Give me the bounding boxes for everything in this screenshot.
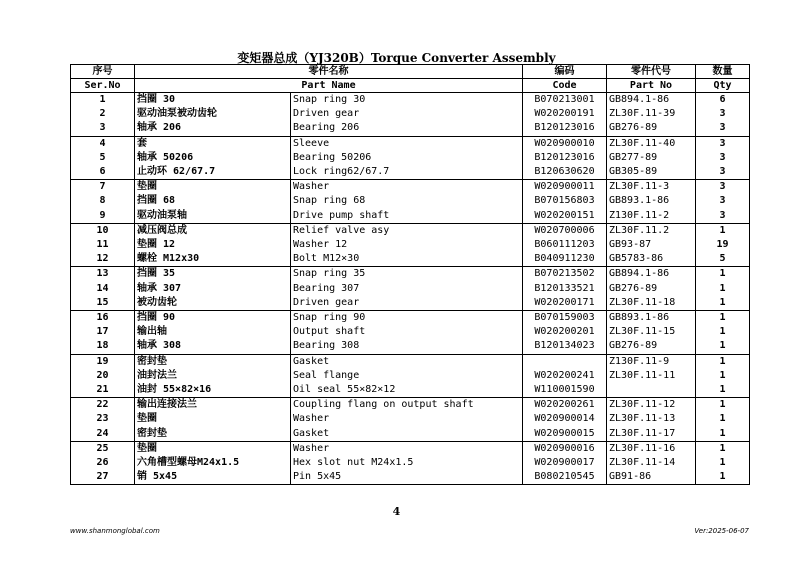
cell-qty: 3 (696, 165, 750, 180)
cell-pno: GB894.1-86 (607, 267, 696, 282)
cell-en: Coupling flang on output shaft (291, 398, 523, 413)
cell-qty: 1 (696, 369, 750, 383)
cell-pno: GB276-89 (607, 339, 696, 354)
cell-qty: 1 (696, 296, 750, 311)
cell-cn: 轴承 307 (135, 282, 291, 296)
cell-cn: 垫圈 (135, 441, 291, 456)
table-row (71, 470, 750, 485)
table-row (71, 93, 750, 108)
cell-qty: 1 (696, 398, 750, 413)
cell-en: Washer (291, 412, 523, 426)
cell-code: B120123016 (523, 121, 607, 136)
cell-code: B120134023 (523, 339, 607, 354)
cell-pno: ZL30F.11-17 (607, 427, 696, 442)
cell-qty: 1 (696, 223, 750, 238)
table-row (71, 121, 750, 136)
cell-qty: 1 (696, 383, 750, 398)
table-row (71, 107, 750, 121)
cell-code: W020200241 (523, 369, 607, 383)
cell-ser: 24 (71, 427, 135, 442)
cell-cn: 输出连接法兰 (135, 398, 291, 413)
cell-qty: 1 (696, 267, 750, 282)
cell-code (523, 354, 607, 369)
table-row (71, 325, 750, 339)
table-row (71, 267, 750, 282)
cell-code: W020200171 (523, 296, 607, 311)
footer-website: www.shanmonglobal.com (70, 527, 160, 535)
cell-ser: 1 (71, 93, 135, 108)
cell-ser: 9 (71, 209, 135, 224)
cell-cn: 密封垫 (135, 354, 291, 369)
cell-ser: 13 (71, 267, 135, 282)
table-row (71, 252, 750, 267)
cell-qty: 1 (696, 325, 750, 339)
cell-cn: 轴承 50206 (135, 151, 291, 165)
parts-table-body (71, 93, 750, 485)
cell-code: B070213502 (523, 267, 607, 282)
cell-code: W020900011 (523, 180, 607, 195)
cell-code: W020900015 (523, 427, 607, 442)
cell-qty: 6 (696, 93, 750, 108)
table-row (71, 136, 750, 151)
cell-en: Seal flange (291, 369, 523, 383)
cell-ser: 26 (71, 456, 135, 470)
cell-en: Snap ring 30 (291, 93, 523, 108)
cell-ser: 6 (71, 165, 135, 180)
cell-en: Output shaft (291, 325, 523, 339)
cell-en: Washer (291, 180, 523, 195)
cell-en: Pin 5x45 (291, 470, 523, 485)
header-qty-cn: 数量 (696, 65, 750, 79)
cell-qty: 3 (696, 107, 750, 121)
cell-cn: 油封法兰 (135, 369, 291, 383)
cell-pno: GB277-89 (607, 151, 696, 165)
header-code-cn: 编码 (523, 65, 607, 79)
cell-pno (607, 383, 696, 398)
cell-en: Sleeve (291, 136, 523, 151)
cell-cn: 挡圈 35 (135, 267, 291, 282)
footer-version: Ver:2025-06-07 (694, 527, 749, 535)
cell-ser: 4 (71, 136, 135, 151)
cell-code: W020900010 (523, 136, 607, 151)
cell-cn: 被动齿轮 (135, 296, 291, 311)
cell-ser: 3 (71, 121, 135, 136)
cell-en: Bearing 50206 (291, 151, 523, 165)
cell-code: W110001590 (523, 383, 607, 398)
cell-ser: 15 (71, 296, 135, 311)
table-row (71, 311, 750, 326)
page-number: 4 (392, 505, 401, 518)
cell-qty: 1 (696, 470, 750, 485)
table-row (71, 165, 750, 180)
header-row-en (71, 79, 750, 93)
cell-en: Bearing 206 (291, 121, 523, 136)
cell-cn: 垫圈 12 (135, 238, 291, 252)
cell-pno: ZL30F.11-13 (607, 412, 696, 426)
cell-qty: 1 (696, 282, 750, 296)
cell-code: B070213001 (523, 93, 607, 108)
cell-cn: 驱动油泵被动齿轮 (135, 107, 291, 121)
cell-cn: 轴承 308 (135, 339, 291, 354)
header-ser-en: Ser.No (71, 79, 135, 93)
cell-en: Bolt M12×30 (291, 252, 523, 267)
table-row (71, 194, 750, 208)
cell-ser: 19 (71, 354, 135, 369)
cell-cn: 挡圈 30 (135, 93, 291, 108)
cell-cn: 驱动油泵轴 (135, 209, 291, 224)
table-row (71, 282, 750, 296)
cell-cn: 六角槽型螺母M24x1.5 (135, 456, 291, 470)
table-row (71, 151, 750, 165)
table-row (71, 398, 750, 413)
table-row (71, 238, 750, 252)
cell-en: Driven gear (291, 296, 523, 311)
cell-code: B060111203 (523, 238, 607, 252)
header-name-en: Part Name (135, 79, 523, 93)
cell-cn: 挡圈 90 (135, 311, 291, 326)
table-row (71, 296, 750, 311)
cell-ser: 7 (71, 180, 135, 195)
cell-pno: ZL30F.11-3 (607, 180, 696, 195)
cell-pno: GB5783-86 (607, 252, 696, 267)
cell-en: Oil seal 55×82×12 (291, 383, 523, 398)
cell-qty: 1 (696, 412, 750, 426)
page-title: 变矩器总成（YJ320B）Torque Converter Assembly (237, 51, 556, 65)
table-row (71, 223, 750, 238)
cell-cn: 套 (135, 136, 291, 151)
cell-ser: 11 (71, 238, 135, 252)
cell-qty: 3 (696, 151, 750, 165)
cell-pno: GB276-89 (607, 121, 696, 136)
cell-code: W020700006 (523, 223, 607, 238)
cell-ser: 5 (71, 151, 135, 165)
cell-code: B120133521 (523, 282, 607, 296)
cell-qty: 19 (696, 238, 750, 252)
cell-pno: GB91-86 (607, 470, 696, 485)
cell-code: W020900014 (523, 412, 607, 426)
cell-en: Snap ring 68 (291, 194, 523, 208)
cell-qty: 3 (696, 136, 750, 151)
cell-qty: 3 (696, 121, 750, 136)
cell-pno: GB276-89 (607, 282, 696, 296)
cell-ser: 16 (71, 311, 135, 326)
header-row-cn (71, 65, 750, 79)
cell-en: Washer (291, 441, 523, 456)
table-row (71, 339, 750, 354)
cell-en: Lock ring62/67.7 (291, 165, 523, 180)
header-pno-cn: 零件代号 (607, 65, 696, 79)
table-row (71, 209, 750, 224)
cell-ser: 25 (71, 441, 135, 456)
cell-cn: 挡圈 68 (135, 194, 291, 208)
cell-ser: 8 (71, 194, 135, 208)
cell-cn: 密封垫 (135, 427, 291, 442)
cell-pno: GB305-89 (607, 165, 696, 180)
header-ser-cn: 序号 (71, 65, 135, 79)
cell-code: W020200201 (523, 325, 607, 339)
cell-code: B070156803 (523, 194, 607, 208)
cell-pno: ZL30F.11.2 (607, 223, 696, 238)
cell-ser: 21 (71, 383, 135, 398)
cell-qty: 1 (696, 354, 750, 369)
cell-ser: 14 (71, 282, 135, 296)
header-name-cn: 零件名称 (135, 65, 523, 79)
cell-code: B120123016 (523, 151, 607, 165)
cell-pno: ZL30F.11-40 (607, 136, 696, 151)
cell-code: W020900017 (523, 456, 607, 470)
cell-qty: 5 (696, 252, 750, 267)
cell-pno: ZL30F.11-12 (607, 398, 696, 413)
cell-cn: 油封 55×82×16 (135, 383, 291, 398)
cell-cn: 垫圈 (135, 412, 291, 426)
header-code-en: Code (523, 79, 607, 93)
table-row (71, 427, 750, 442)
cell-cn: 止动环 62/67.7 (135, 165, 291, 180)
cell-pno: GB894.1-86 (607, 93, 696, 108)
cell-code: B080210545 (523, 470, 607, 485)
cell-pno: ZL30F.11-18 (607, 296, 696, 311)
cell-qty: 3 (696, 180, 750, 195)
cell-en: Driven gear (291, 107, 523, 121)
header-qty-en: Qty (696, 79, 750, 93)
table-row (71, 369, 750, 383)
cell-code: W020200191 (523, 107, 607, 121)
cell-pno: GB893.1-86 (607, 311, 696, 326)
cell-ser: 27 (71, 470, 135, 485)
cell-code: W020900016 (523, 441, 607, 456)
cell-en: Snap ring 90 (291, 311, 523, 326)
table-row (71, 354, 750, 369)
cell-qty: 1 (696, 441, 750, 456)
cell-pno: GB893.1-86 (607, 194, 696, 208)
cell-ser: 17 (71, 325, 135, 339)
cell-ser: 22 (71, 398, 135, 413)
cell-ser: 18 (71, 339, 135, 354)
cell-ser: 10 (71, 223, 135, 238)
cell-en: Bearing 307 (291, 282, 523, 296)
cell-cn: 减压阀总成 (135, 223, 291, 238)
cell-en: Bearing 308 (291, 339, 523, 354)
cell-en: Relief valve asy (291, 223, 523, 238)
cell-en: Gasket (291, 354, 523, 369)
cell-code: B120630620 (523, 165, 607, 180)
cell-pno: GB93-87 (607, 238, 696, 252)
cell-code: W020200151 (523, 209, 607, 224)
cell-qty: 3 (696, 194, 750, 208)
cell-en: Drive pump shaft (291, 209, 523, 224)
cell-pno: ZL30F.11-11 (607, 369, 696, 383)
table-row (71, 412, 750, 426)
cell-pno: ZL30F.11-39 (607, 107, 696, 121)
cell-qty: 1 (696, 456, 750, 470)
table-row (71, 456, 750, 470)
header-pno-en: Part No (607, 79, 696, 93)
parts-table (70, 64, 750, 485)
cell-ser: 20 (71, 369, 135, 383)
cell-en: Snap ring 35 (291, 267, 523, 282)
cell-code: W020200261 (523, 398, 607, 413)
cell-pno: ZL30F.11-16 (607, 441, 696, 456)
table-row (71, 180, 750, 195)
cell-ser: 23 (71, 412, 135, 426)
cell-en: Gasket (291, 427, 523, 442)
cell-cn: 螺栓 M12x30 (135, 252, 291, 267)
cell-qty: 3 (696, 209, 750, 224)
cell-pno: ZL30F.11-15 (607, 325, 696, 339)
cell-qty: 1 (696, 339, 750, 354)
cell-ser: 12 (71, 252, 135, 267)
cell-cn: 销 5x45 (135, 470, 291, 485)
cell-en: Washer 12 (291, 238, 523, 252)
cell-code: B070159003 (523, 311, 607, 326)
cell-en: Hex slot nut M24x1.5 (291, 456, 523, 470)
table-row (71, 441, 750, 456)
table-row (71, 383, 750, 398)
cell-pno: ZL30F.11-14 (607, 456, 696, 470)
cell-qty: 1 (696, 427, 750, 442)
cell-qty: 1 (696, 311, 750, 326)
cell-code: B040911230 (523, 252, 607, 267)
cell-cn: 垫圈 (135, 180, 291, 195)
cell-cn: 轴承 206 (135, 121, 291, 136)
cell-pno: Z130F.11-9 (607, 354, 696, 369)
cell-pno: Z130F.11-2 (607, 209, 696, 224)
cell-ser: 2 (71, 107, 135, 121)
cell-cn: 输出轴 (135, 325, 291, 339)
